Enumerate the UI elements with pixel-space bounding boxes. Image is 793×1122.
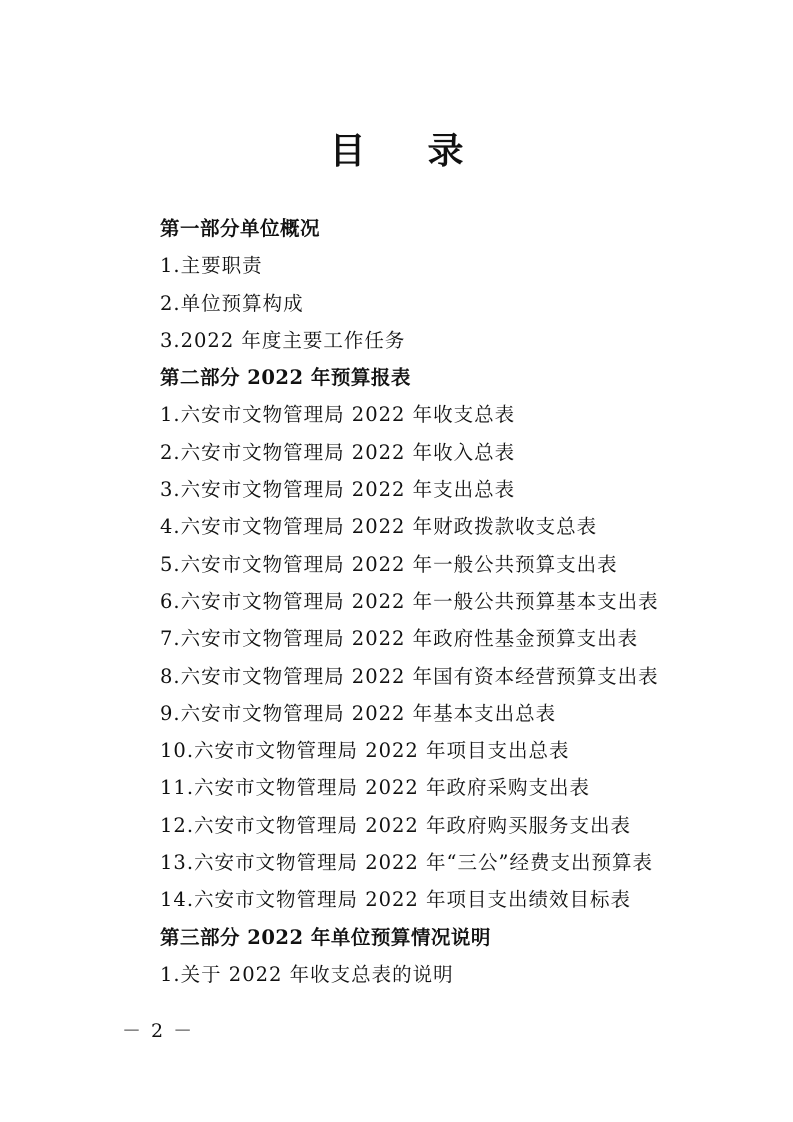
toc-item[interactable]: 1.主要职责 <box>160 254 263 278</box>
toc-item[interactable]: 14.六安市文物管理局 2022 年项目支出绩效目标表 <box>160 888 632 912</box>
toc-section-3[interactable]: 第三部分 2022 年单位预算情况说明 <box>160 925 491 949</box>
toc-section-1[interactable]: 第一部分单位概况 <box>160 217 321 240</box>
page-number: － 2 － <box>122 1020 195 1042</box>
toc-item[interactable]: 5.六安市文物管理局 2022 年一般公共预算支出表 <box>160 552 618 576</box>
toc-item[interactable]: 3.2022 年度主要工作任务 <box>160 328 406 352</box>
toc-item[interactable]: 2.六安市文物管理局 2022 年收入总表 <box>160 440 516 464</box>
toc-item[interactable]: 10.六安市文物管理局 2022 年项目支出总表 <box>160 739 570 763</box>
toc-item[interactable]: 1.六安市文物管理局 2022 年收支总表 <box>160 403 516 427</box>
toc-section-2[interactable]: 第二部分 2022 年预算报表 <box>160 366 411 390</box>
page-title <box>0 124 793 178</box>
toc-item[interactable]: 6.六安市文物管理局 2022 年一般公共预算基本支出表 <box>160 589 659 613</box>
table-of-contents <box>160 210 760 993</box>
toc-item[interactable]: 3.六安市文物管理局 2022 年支出总表 <box>160 478 516 502</box>
toc-item[interactable]: 9.六安市文物管理局 2022 年基本支出总表 <box>160 701 557 725</box>
toc-item[interactable]: 7.六安市文物管理局 2022 年政府性基金预算支出表 <box>160 627 639 651</box>
page-title-part1: 目 <box>329 130 366 172</box>
toc-item[interactable]: 13.六安市文物管理局 2022 年“三公”经费支出预算表 <box>160 851 653 875</box>
toc-item[interactable]: 4.六安市文物管理局 2022 年财政拨款收支总表 <box>160 515 598 539</box>
toc-item[interactable]: 12.六安市文物管理局 2022 年政府购买服务支出表 <box>160 813 632 837</box>
toc-item[interactable]: 2.单位预算构成 <box>160 291 304 315</box>
toc-item[interactable]: 1.关于 2022 年收支总表的说明 <box>160 962 454 986</box>
toc-item[interactable]: 8.六安市文物管理局 2022 年国有资本经营预算支出表 <box>160 664 659 688</box>
toc-item[interactable]: 11.六安市文物管理局 2022 年政府采购支出表 <box>160 776 591 800</box>
page-title-part2: 录 <box>427 130 464 172</box>
